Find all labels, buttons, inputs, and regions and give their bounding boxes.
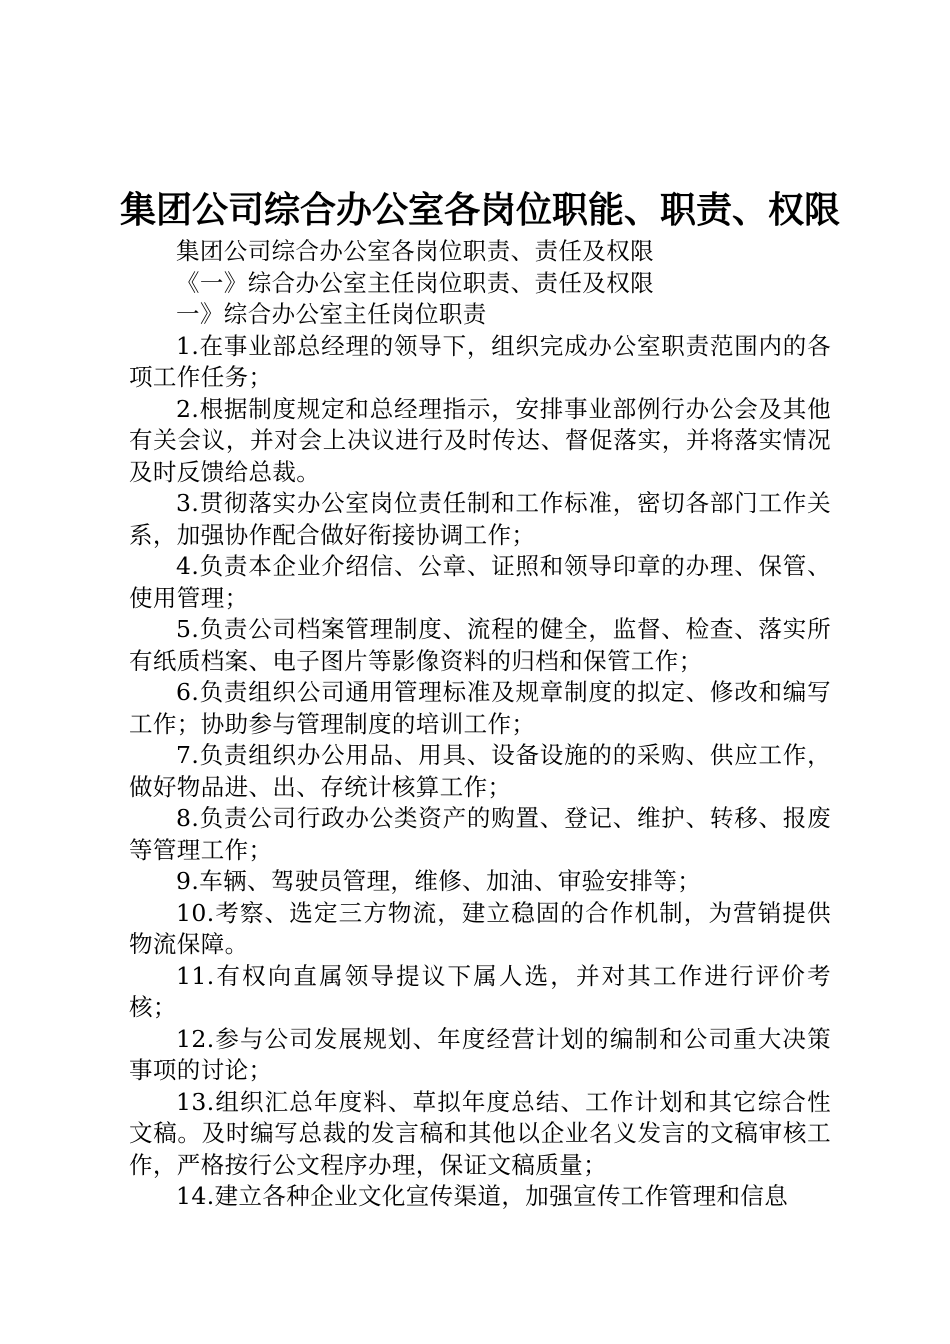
duty-item-7: 7.负责组织办公用品、用具、设备设施的的采购、供应工作，做好物品进、出、存统计核算工作； bbox=[129, 741, 831, 801]
duty-item-8: 8.负责公司行政办公类资产的购置、登记、维护、转移、报废等管理工作； bbox=[129, 804, 831, 864]
paragraph-section-heading: 《一》综合办公室主任岗位职责、责任及权限 bbox=[176, 268, 654, 297]
duty-item-9: 9.车辆、驾驶员管理，维修、加油、审验安排等； bbox=[176, 867, 702, 895]
duty-item-10: 10.考察、选定三方物流，建立稳固的合作机制，为营销提供物流保障。 bbox=[129, 898, 831, 958]
duty-item-12: 12.参与公司发展规划、年度经营计划的编制和公司重大决策事项的讨论； bbox=[129, 1024, 831, 1084]
duty-item-4: 4.负责本企业介绍信、公章、证照和领导印章的办理、保管、使用管理； bbox=[129, 552, 831, 612]
duty-item-11: 11.有权向直属领导提议下属人选，并对其工作进行评价考核； bbox=[129, 961, 831, 1021]
duty-item-14: 14.建立各种企业文化宣传渠道，加强宣传工作管理和信息 bbox=[176, 1182, 789, 1210]
duty-item-1: 1.在事业部总经理的领导下，组织完成办公室职责范围内的各项工作任务； bbox=[129, 331, 831, 391]
document-title: 集团公司综合办公室各岗位职能、职责、权限 bbox=[120, 189, 841, 231]
duty-item-5: 5.负责公司档案管理制度、流程的健全，监督、检查、落实所有纸质档案、电子图片等影像资料的归档和保管工作； bbox=[129, 615, 831, 675]
duty-item-3: 3.贯彻落实办公室岗位责任制和工作标准，密切各部门工作关系，加强协作配合做好衔接协调工作； bbox=[129, 489, 831, 549]
duty-item-13: 13.组织汇总年度料、草拟年度总结、工作计划和其它综合性文稿。及时编写总裁的发言稿和其他以企业名义发言的文稿审核工作，严格按行公文程序办理，保证文稿质量； bbox=[129, 1087, 831, 1179]
duty-item-2: 2.根据制度规定和总经理指示，安排事业部例行办公会及其他有关会议，并对会上决议进行及时传达、督促落实，并将落实情况及时反馈给总裁。 bbox=[129, 394, 831, 486]
paragraph-subtitle: 集团公司综合办公室各岗位职责、责任及权限 bbox=[176, 237, 654, 265]
duty-item-6: 6.负责组织公司通用管理标准及规章制度的拟定、修改和编写工作；协助参与管理制度的培训工作； bbox=[129, 678, 831, 738]
document-body bbox=[129, 236, 831, 1213]
paragraph-subsection-heading: 一》综合办公室主任岗位职责 bbox=[176, 300, 487, 328]
